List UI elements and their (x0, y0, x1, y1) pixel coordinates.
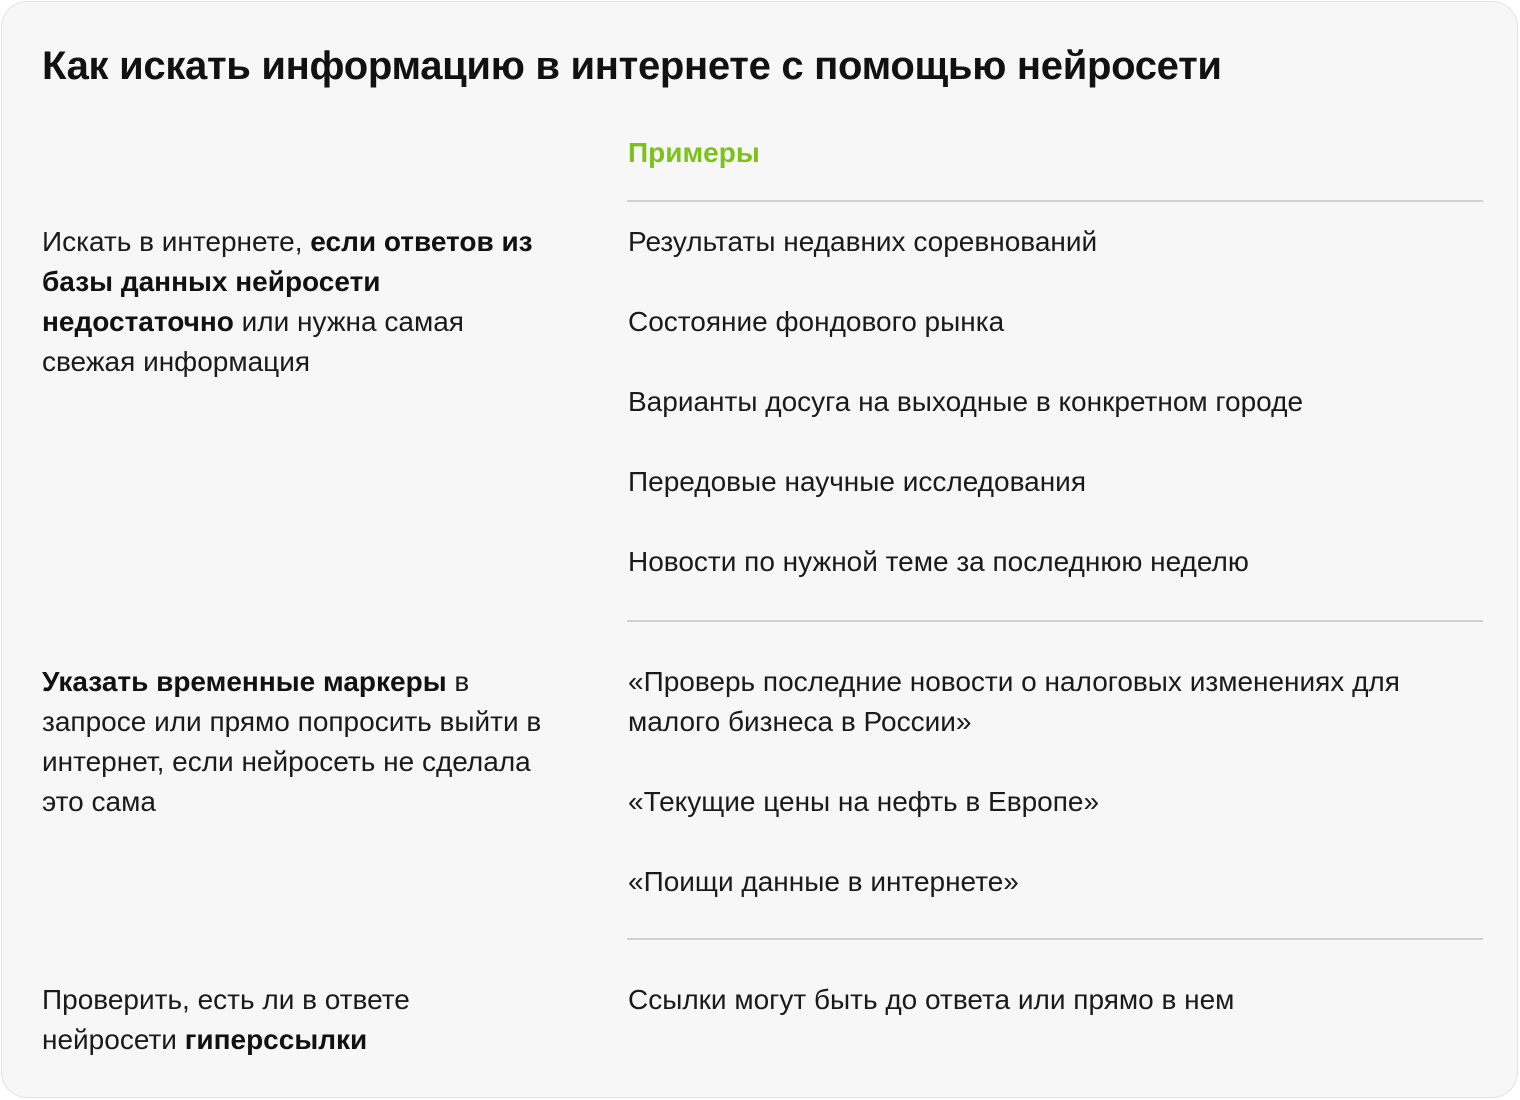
advice-search-internet (42, 222, 562, 382)
example-item: Ссылки могут быть до ответа или прямо в нем (628, 984, 1235, 1015)
advice-emphasis: Указать временные маркеры (42, 666, 447, 697)
info-card (1, 1, 1518, 1098)
divider-row-1 (627, 620, 1483, 622)
divider-row-2 (627, 938, 1483, 940)
example-item: Результаты недавних соревнований (628, 226, 1098, 257)
divider-header (627, 200, 1483, 202)
examples-column-header: Примеры (628, 137, 760, 168)
example-item: «Текущие цены на нефть в Европе» (628, 786, 1100, 817)
example-item: Варианты досуга на выходные в конкретном городе (628, 386, 1304, 417)
example-item: Передовые научные исследования (628, 466, 1086, 497)
example-item: Состояние фондового рынка (628, 306, 1005, 337)
example-item: Новости по нужной теме за последнюю неделю (628, 546, 1249, 577)
advice-time-markers (42, 662, 562, 822)
advice-text: в запросе или прямо попросить выйти в интернет, если нейросеть не сделала это сама (42, 666, 542, 817)
advice-text: Искать в интернете, (42, 226, 311, 257)
example-item: «Поищи данные в интернете» (628, 866, 1019, 897)
advice-text: Проверить, есть ли в ответе нейросети (42, 984, 410, 1055)
advice-check-links (42, 980, 482, 1060)
advice-emphasis: гиперссылки (184, 1024, 368, 1055)
advice-text: или нужна самая свежая информация (42, 306, 464, 377)
page-title: Как искать информацию в интернете с помощью нейросети (42, 44, 1222, 88)
example-item: «Проверь последние новости о налоговых изменениях для малого бизнеса в России» (628, 666, 1400, 737)
advice-emphasis: если ответов из базы данных нейросети недостаточно (42, 226, 533, 337)
